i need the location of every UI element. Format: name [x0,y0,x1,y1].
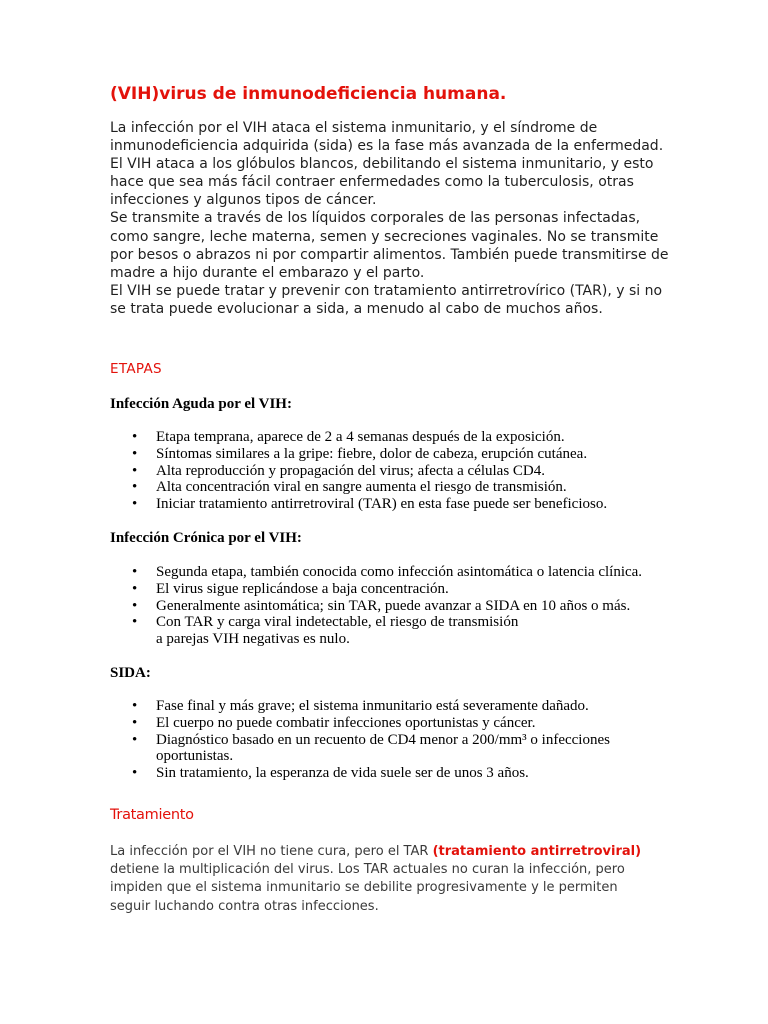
list-item: • Fase final y más grave; el sistema inmunitario está severamente dañado. [110,698,670,715]
list-item: • El virus sigue replicándose a baja concentración. [110,581,670,598]
treatment-highlight: (tratamiento antirretroviral) [432,844,642,859]
treatment-text-end: detiene la multiplicación del virus. Los TAR actuales no curan la infección, pero impiden que el sistema inmunitario se debilite progresivamente y le permiten seguir luchando contra otras infecciones. [110,862,625,914]
stage-heading-acute: Infección Aguda por el VIH: [110,396,292,412]
stage-list-sida [110,698,670,782]
treatment-heading: Tratamiento [110,807,194,823]
list-item: • Iniciar tratamiento antirretroviral (TAR) en esta fase puede ser beneficioso. [110,496,670,513]
stage-heading-sida: SIDA: [110,665,151,681]
treatment-paragraph [110,843,658,916]
intro-section [110,119,670,318]
list-item: • Síntomas similares a la gripe: fiebre, dolor de cabeza, erupción cutánea. [110,446,670,463]
stage-heading-chronic: Infección Crónica por el VIH: [110,530,302,546]
treatment-text-start: La infección por el VIH no tiene cura, pero el TAR [110,844,433,859]
list-item: • Segunda etapa, también conocida como infección asintomática o latencia clínica. [110,564,670,581]
stage-list-acute [110,429,670,513]
list-item: • Alta reproducción y propagación del virus; afecta a células CD4. [110,463,670,480]
list-item: • Con TAR y carga viral indetectable, el riesgo de transmisión a parejas VIH negativas es nulo. [110,614,670,648]
stage-list-chronic [110,564,670,648]
list-item: • Alta concentración viral en sangre aumenta el riesgo de transmisión. [110,479,670,496]
intro-paragraph: La infección por el VIH ataca el sistema inmunitario, y el síndrome de inmunodeficiencia adquirida (sida) es la fase más avanzada de la enfermedad. [110,120,664,155]
list-item: • Sin tratamiento, la esperanza de vida suele ser de unos 3 años. [110,765,670,782]
list-item: • Generalmente asintomática; sin TAR, puede avanzar a SIDA en 10 años o más. [110,598,670,615]
list-item: • El cuerpo no puede combatir infecciones oportunistas y cáncer. [110,715,670,732]
etapas-heading: ETAPAS [110,361,162,377]
intro-paragraph: El VIH se puede tratar y prevenir con tratamiento antirretrovírico (TAR), y si no se trata puede evolucionar a sida, a menudo al cabo de muchos años. [110,282,663,317]
list-item: • Diagnóstico basado en un recuento de CD4 menor a 200/mm³ o infecciones oportunistas. [110,732,670,766]
intro-paragraph: El VIH ataca a los glóbulos blancos, debilitando el sistema inmunitario, y esto hace que sea más fácil contraer enfermedades como la tuberculosis, otras infecciones y algunos tipos de cáncer. [110,156,654,209]
intro-paragraph: Se transmite a través de los líquidos corporales de las personas infectadas, como sangre, leche materna, semen y secreciones vaginales. No se transmite por besos o abrazos ni por compartir alimentos. También puede transmitirse de madre a hijo durante el embarazo y el parto. [110,210,669,281]
list-item: • Etapa temprana, aparece de 2 a 4 semanas después de la exposición. [110,429,670,446]
document-title: (VIH)virus de inmunodeficiencia humana. [110,84,507,104]
